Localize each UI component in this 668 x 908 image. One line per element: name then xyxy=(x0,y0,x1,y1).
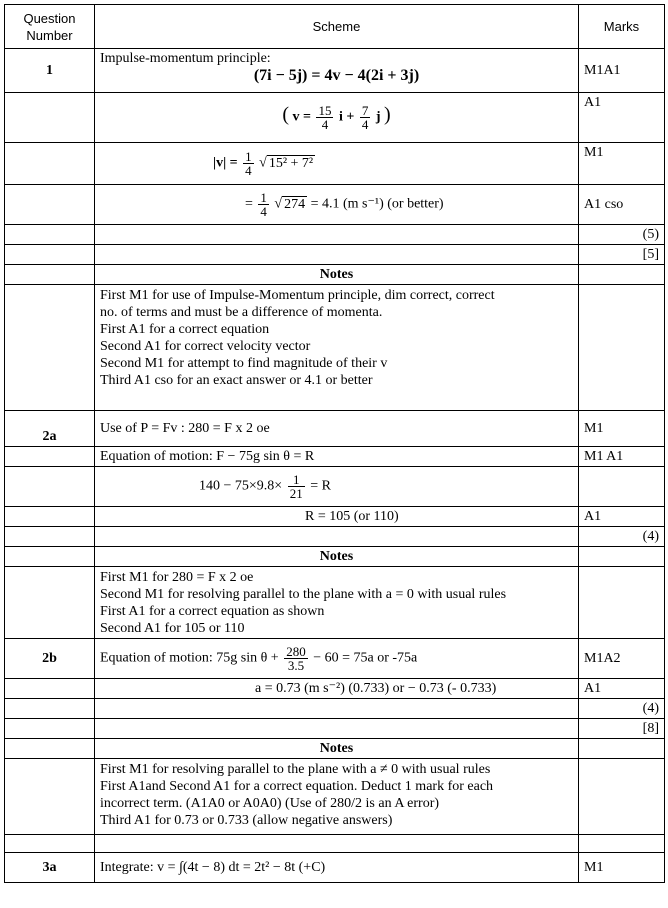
q2a-row-3 xyxy=(5,467,665,507)
q1-notes-row xyxy=(5,285,665,411)
q2a-scheme-3: 140 − 75×9.8× $\frac{1}{21}$ = R xyxy=(95,467,579,507)
q2b-mark-1: M1A2 xyxy=(579,639,665,679)
q1-question-total: [5] xyxy=(579,245,665,265)
q1-mark-4: A1 cso xyxy=(579,185,665,225)
q2b-row-2 xyxy=(5,679,665,699)
q2b-scheme-2: a = 0.73 (m s⁻²) (0.733) or − 0.73 (- 0.733) xyxy=(95,679,579,699)
q1-scheme-1 xyxy=(95,49,579,93)
q1-result: = $\frac{1}{4}$ √ 274 = 4.1 (m s⁻¹) (or better) xyxy=(95,185,579,225)
question-number-3a: 3a xyxy=(5,853,95,883)
mark-scheme-table xyxy=(4,4,665,883)
q1-row-1 xyxy=(5,49,665,93)
q2a-mark-4: A1 xyxy=(579,507,665,527)
q1-equation: (7i − 5j) = 4v − 4(2i + 3j) xyxy=(253,67,420,84)
q2b-question-total: [8] xyxy=(579,719,665,739)
q1-part-total: (5) xyxy=(579,225,665,245)
q2b-notes: First M1 for resolving parallel to the plane with a ≠ 0 with usual rules First A1and Second A1 for a correct equation. Deduct 1 mark for each incorrect term. (A1A0 or A0A0) (Use of 280/2 is an A error) Third A1 for 0.73 or 0.733 (allow negative answers) xyxy=(95,759,579,835)
header-row xyxy=(5,5,665,49)
q3a-scheme-1: Integrate: v = ∫(4t − 8) dt = 2t² − 8t (+C) xyxy=(95,853,579,883)
question-number-2b: 2b xyxy=(5,639,95,679)
marks-header: Marks xyxy=(579,5,665,49)
q1-total-row-1 xyxy=(5,225,665,245)
question-number-1: 1 xyxy=(5,49,95,93)
q2a-scheme-1: Use of P = Fv : 280 = F x 2 oe xyxy=(95,411,579,447)
q1-mark-2: A1 xyxy=(579,93,665,143)
q2a-mark-2: M1 A1 xyxy=(579,447,665,467)
q2a-scheme-4: R = 105 (or 110) xyxy=(95,507,579,527)
q2a-row-4 xyxy=(5,507,665,527)
q1-notes: First M1 for use of Impulse-Momentum principle, dim correct, correct no. of terms and must be a difference of momenta. First A1 for a correct equation Second A1 for correct velocity vector Second M1 for attempt to find magnitude of their v Third A1 cso for an exact answer or 4.1 or better xyxy=(95,285,579,411)
question-number-2a: 2a xyxy=(5,411,95,447)
scheme-header: Scheme xyxy=(95,5,579,49)
q2b-notes-title-row xyxy=(5,739,665,759)
q1-mark-1: M1A1 xyxy=(579,49,665,93)
q2b-total-row-1 xyxy=(5,699,665,719)
q1-intro: Impulse-momentum principle: xyxy=(100,51,271,66)
spacer-row xyxy=(5,835,665,853)
q2b-part-total: (4) xyxy=(579,699,665,719)
q2b-notes-title: Notes xyxy=(95,739,579,759)
q2b-mark-2: A1 xyxy=(579,679,665,699)
question-number-header: Question Number xyxy=(5,5,95,49)
q2b-scheme-1: Equation of motion: 75g sin θ + $\frac{280}{3.5}$ − 60 = 75a or -75a xyxy=(95,639,579,679)
q2a-row-1 xyxy=(5,411,665,447)
q3a-mark-1: M1 xyxy=(579,853,665,883)
q1-magnitude: |v| = $\frac{1}{4}$ √ 15² + 7² xyxy=(95,143,579,185)
q1-mark-3: M1 xyxy=(579,143,665,185)
q1-row-4 xyxy=(5,185,665,225)
q2a-notes: First M1 for 280 = F x 2 oe Second M1 for resolving parallel to the plane with a = 0 with usual rules First A1 for a correct equation as shown Second A1 for 105 or 110 xyxy=(95,567,579,639)
q2a-part-total: (4) xyxy=(579,527,665,547)
q2a-scheme-2: Equation of motion: F − 75g sin θ = R xyxy=(95,447,579,467)
q2a-row-2 xyxy=(5,447,665,467)
q2a-mark-1: M1 xyxy=(579,411,665,447)
q1-notes-title-row xyxy=(5,265,665,285)
q2a-notes-title-row xyxy=(5,547,665,567)
q1-velocity-vector: ( v = $\frac{15}{4}$ i + $\frac{7}{4}$ j ) xyxy=(95,93,579,143)
q2b-total-row-2 xyxy=(5,719,665,739)
q2a-notes-title: Notes xyxy=(95,547,579,567)
q2a-notes-row xyxy=(5,567,665,639)
q2b-notes-row xyxy=(5,759,665,835)
q1-total-row-2 xyxy=(5,245,665,265)
q1-row-3 xyxy=(5,143,665,185)
q2b-row-1 xyxy=(5,639,665,679)
q2a-total-row xyxy=(5,527,665,547)
q1-notes-title: Notes xyxy=(95,265,579,285)
q1-row-2 xyxy=(5,93,665,143)
q3a-row-1 xyxy=(5,853,665,883)
